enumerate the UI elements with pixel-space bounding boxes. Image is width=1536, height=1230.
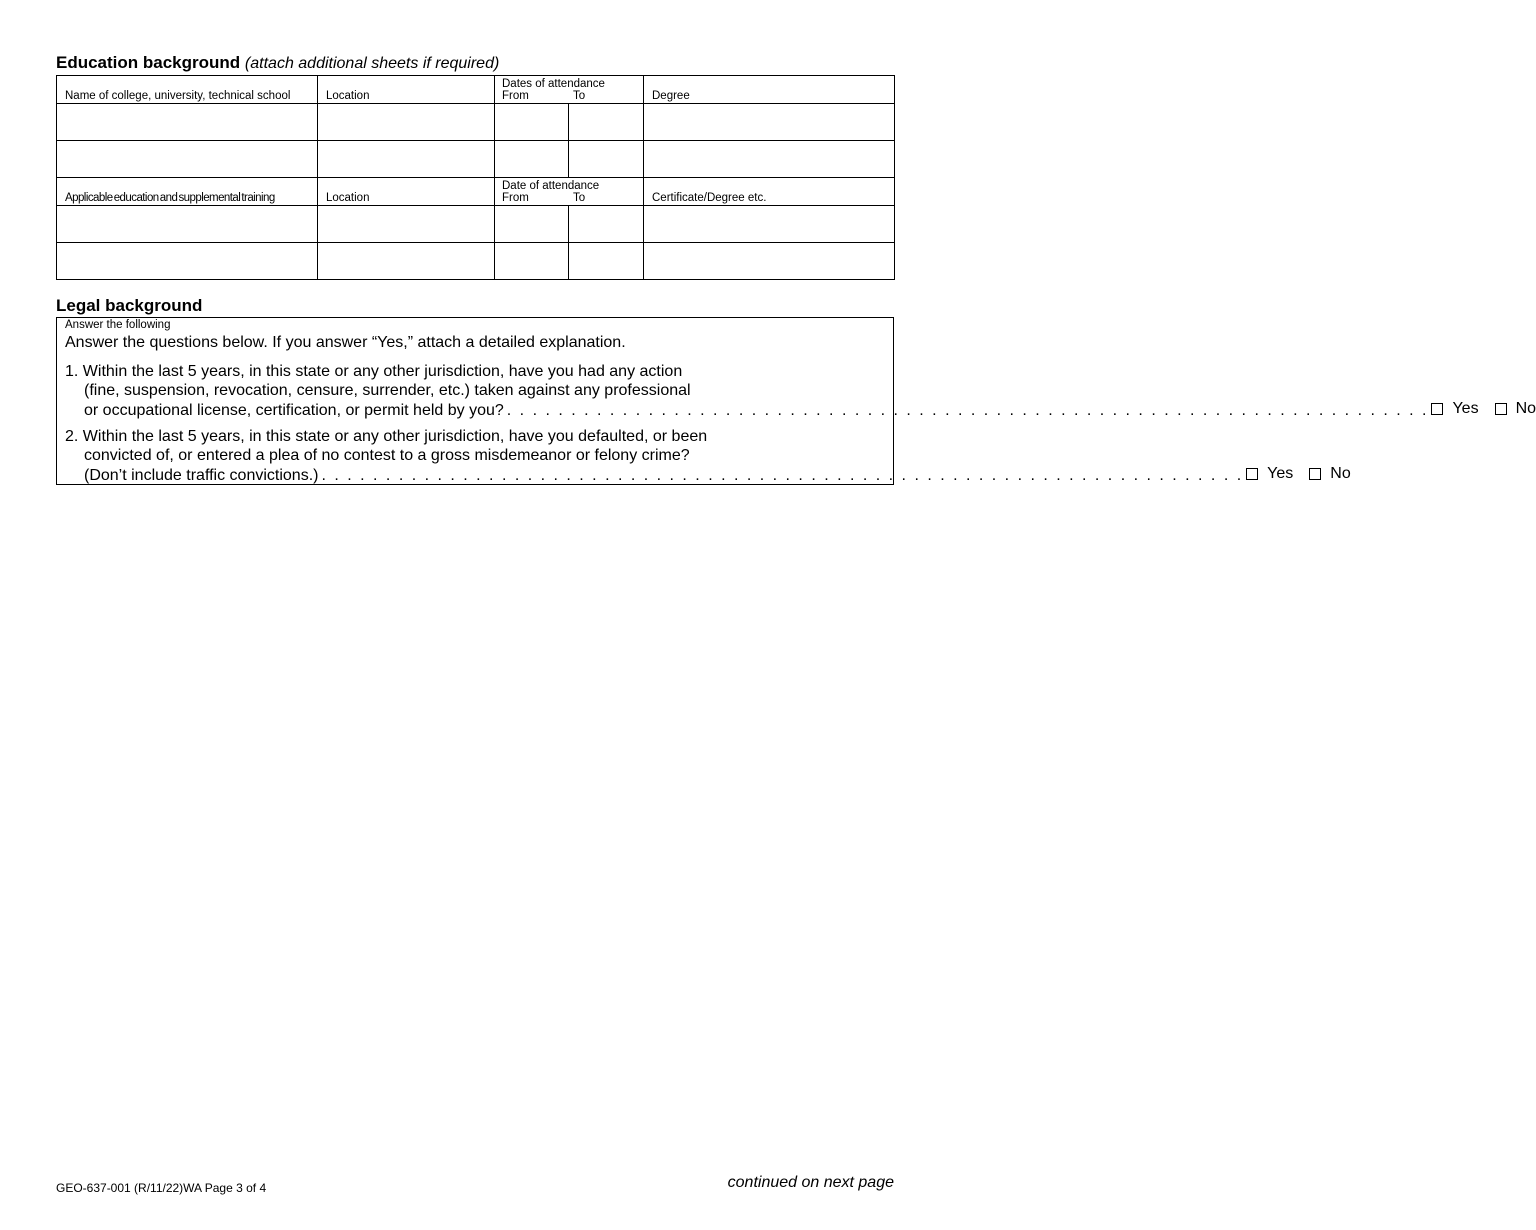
question-2-no-option[interactable] bbox=[1309, 465, 1350, 484]
header-training-from: From bbox=[502, 192, 529, 204]
training-name-field[interactable] bbox=[57, 243, 318, 280]
education-title: Education background bbox=[56, 53, 241, 72]
training-certificate-field[interactable] bbox=[644, 206, 895, 243]
training-from-field[interactable] bbox=[495, 206, 569, 243]
question-1-line-2: (fine, suspension, revocation, censure, surrender, etc.) taken against any professional bbox=[84, 381, 691, 399]
header-dates bbox=[495, 76, 644, 104]
question-1-no-label: No bbox=[1515, 400, 1536, 417]
checkbox-icon[interactable] bbox=[1246, 468, 1258, 480]
question-1-line-1: 1. Within the last 5 years, in this state or any other jurisdiction, have you had any action bbox=[65, 363, 683, 380]
header-degree: Degree bbox=[644, 76, 895, 104]
header-training-name bbox=[57, 178, 318, 206]
header-training-dates bbox=[495, 178, 644, 206]
question-2-line-3-text: (Don’t include traffic convictions.) bbox=[84, 467, 319, 485]
header-training-name-text: Applicable education and supplemental training bbox=[65, 192, 275, 204]
question-1-yes-option[interactable] bbox=[1431, 400, 1478, 419]
legal-small-label: Answer the following bbox=[65, 319, 171, 331]
school-location-field[interactable] bbox=[318, 141, 495, 178]
header-training-dates-label: Date of attendance bbox=[502, 180, 600, 192]
header-location: Location bbox=[318, 76, 495, 104]
legal-box bbox=[56, 317, 1536, 485]
education-row bbox=[57, 141, 895, 178]
header-dates-label: Dates of attendance bbox=[502, 78, 605, 90]
training-to-field[interactable] bbox=[569, 243, 644, 280]
training-certificate-field[interactable] bbox=[644, 243, 895, 280]
question-2-yes-option[interactable] bbox=[1246, 465, 1293, 484]
header-school-name: Name of college, university, technical school bbox=[57, 76, 318, 104]
legal-question-2 bbox=[65, 428, 1351, 485]
header-from: From bbox=[502, 90, 529, 102]
education-table bbox=[56, 75, 895, 280]
question-1-no-option[interactable] bbox=[1495, 400, 1536, 419]
school-from-field[interactable] bbox=[495, 104, 569, 141]
question-2-line-2: convicted of, or entered a plea of no contest to a gross misdemeanor or felony crime? bbox=[84, 446, 690, 464]
header-training-location: Location bbox=[318, 178, 495, 206]
education-section-title bbox=[56, 53, 499, 73]
question-1-yes-label: Yes bbox=[1452, 400, 1479, 417]
header-certificate: Certificate/Degree etc. bbox=[644, 178, 895, 206]
question-1-line-3 bbox=[65, 400, 1536, 420]
training-location-field[interactable] bbox=[318, 243, 495, 280]
header-to: To bbox=[573, 90, 586, 102]
dot-leader: . . . . . . . . . . . . . . . . . . . . . . . . . . . . . . . . . . . . . . . . . . . . . . . . . . . . . . . . . . . . . . . . . . . . . . . . bbox=[321, 467, 1244, 485]
training-to-field[interactable] bbox=[569, 206, 644, 243]
education-subtitle: (attach additional sheets if required) bbox=[244, 55, 500, 72]
training-header-row bbox=[57, 178, 895, 206]
training-row bbox=[57, 243, 895, 280]
school-degree-field[interactable] bbox=[644, 141, 895, 178]
question-2-line-1: 2. Within the last 5 years, in this state or any other jurisdiction, have you defaulted, or been bbox=[65, 428, 708, 445]
school-to-field[interactable] bbox=[569, 104, 644, 141]
school-name-field[interactable] bbox=[57, 141, 318, 178]
continued-note: continued on next page bbox=[727, 1174, 894, 1191]
question-1-line-3-text: or occupational license, certification, or permit held by you? bbox=[84, 402, 504, 420]
checkbox-icon[interactable] bbox=[1495, 403, 1507, 415]
legal-question-1 bbox=[65, 363, 1536, 420]
school-from-field[interactable] bbox=[495, 141, 569, 178]
education-row bbox=[57, 104, 895, 141]
form-id: GEO-637-001 (R/11/22)WA Page 3 of 4 bbox=[56, 1181, 267, 1195]
education-header-row bbox=[57, 76, 895, 104]
question-2-line-3 bbox=[65, 465, 1351, 485]
header-training-to: To bbox=[573, 192, 586, 204]
training-row bbox=[57, 206, 895, 243]
question-2-no-label: No bbox=[1330, 465, 1351, 482]
training-name-field[interactable] bbox=[57, 206, 318, 243]
dot-leader: . . . . . . . . . . . . . . . . . . . . . . . . . . . . . . . . . . . . . . . . . . . . . . . . . . . . . . . . . . . . . . . . . . . . . . . . bbox=[506, 402, 1429, 420]
question-2-yes-label: Yes bbox=[1267, 465, 1294, 482]
legal-section-title: Legal background bbox=[56, 296, 203, 315]
training-from-field[interactable] bbox=[495, 243, 569, 280]
legal-intro: Answer the questions below. If you answer “Yes,” attach a detailed explanation. bbox=[65, 334, 626, 351]
training-location-field[interactable] bbox=[318, 206, 495, 243]
school-location-field[interactable] bbox=[318, 104, 495, 141]
checkbox-icon[interactable] bbox=[1431, 403, 1443, 415]
school-degree-field[interactable] bbox=[644, 104, 895, 141]
checkbox-icon[interactable] bbox=[1309, 468, 1321, 480]
school-name-field[interactable] bbox=[57, 104, 318, 141]
school-to-field[interactable] bbox=[569, 141, 644, 178]
